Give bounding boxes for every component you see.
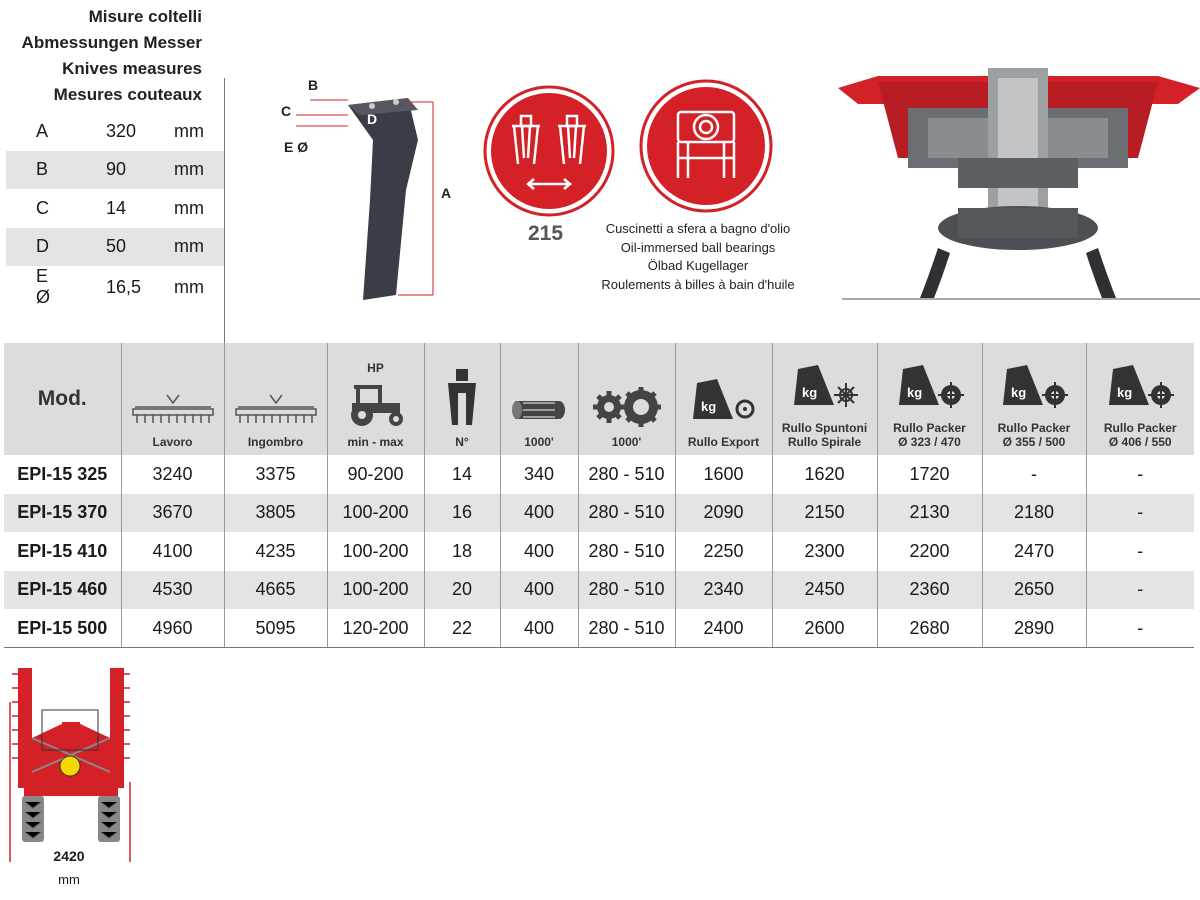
table-cell: 4530 <box>121 571 224 610</box>
knife-measures-table <box>6 112 224 308</box>
table-cell: 2300 <box>772 532 877 571</box>
table-cell: 20 <box>424 571 500 610</box>
measure-key: D <box>6 228 66 267</box>
header-label: Ø 323 / 470 <box>898 435 961 449</box>
svg-text:kg: kg <box>906 385 922 400</box>
header-label: N° <box>455 435 469 449</box>
table-cell: 2150 <box>772 494 877 533</box>
table-cell: 340 <box>500 455 578 494</box>
label-e: E Ø <box>284 139 309 155</box>
knife-blade-icon <box>348 98 418 300</box>
table-row <box>4 609 1194 648</box>
table-cell: 280 - 510 <box>578 455 675 494</box>
table-cell: 14 <box>424 455 500 494</box>
caption-de: Ölbad Kugellager <box>647 258 749 273</box>
measure-row <box>6 228 224 267</box>
table-cell: 2400 <box>675 609 772 648</box>
header-label: Rullo Packer <box>997 421 1071 435</box>
table-cell: 100-200 <box>327 571 424 610</box>
transport-width-value: 2420 <box>53 848 85 864</box>
table-cell: 400 <box>500 532 578 571</box>
tractor-icon <box>340 381 412 427</box>
title-fr: Mesures couteaux <box>53 85 202 104</box>
table-cell: 3805 <box>224 494 327 533</box>
table-cell: 4665 <box>224 571 327 610</box>
table-cell: 400 <box>500 609 578 648</box>
measure-key: C <box>36 197 49 218</box>
table-cell: 4100 <box>121 532 224 571</box>
header-model: Mod. <box>4 343 121 455</box>
table-cell: 90-200 <box>327 455 424 494</box>
label-d: D <box>367 111 378 127</box>
rotor-distance-icon <box>482 84 616 218</box>
table-cell: 120-200 <box>327 609 424 648</box>
transport-width-unit: mm <box>58 872 80 887</box>
header-overall-width <box>224 343 327 455</box>
table-cell: 1600 <box>675 455 772 494</box>
header-label: 1000' <box>611 435 642 449</box>
table-cell: 16 <box>424 494 500 533</box>
model-cell: EPI-15 370 <box>4 494 121 533</box>
ball-bearing-icon <box>638 78 774 214</box>
measure-row <box>6 266 224 308</box>
table-cell: 280 - 510 <box>578 609 675 648</box>
table-cell: 2890 <box>982 609 1086 648</box>
table-cell: - <box>1137 540 1144 561</box>
table-cell: 2650 <box>982 571 1086 610</box>
table-cell: 22 <box>424 609 500 648</box>
svg-text:kg: kg <box>700 399 716 414</box>
table-row <box>4 532 1194 571</box>
header-label: Ingombro <box>247 435 304 449</box>
table-cell: 2470 <box>982 532 1086 571</box>
measure-unit: mm <box>156 151 224 190</box>
svg-text:kg: kg <box>1117 385 1133 400</box>
table-cell: 2680 <box>877 609 982 648</box>
table-cell: 3375 <box>224 455 327 494</box>
kg-spike-roller-icon <box>790 363 860 413</box>
table-cell: - <box>1086 571 1194 610</box>
header-top-label: HP <box>367 361 384 375</box>
model-cell: EPI-15 500 <box>4 609 121 648</box>
svg-text:kg: kg <box>1011 385 1027 400</box>
table-cell: 4235 <box>224 532 327 571</box>
measure-unit: mm <box>174 276 204 297</box>
header-roller-packer-323 <box>877 343 982 455</box>
pto-shaft-icon <box>509 391 569 427</box>
table-cell: 2340 <box>675 571 772 610</box>
kg-packer-roller-icon <box>999 363 1069 413</box>
measure-value: 14 <box>106 197 127 218</box>
label-b: B <box>308 77 319 93</box>
table-cell: 2130 <box>877 494 982 533</box>
caption-it: Cuscinetti a sfera a bagno d'olio <box>605 221 791 236</box>
table-body <box>4 455 1194 648</box>
table-cell: 280 - 510 <box>578 494 675 533</box>
caption-fr: Roulements à billes à bain d'huile <box>601 276 795 292</box>
tine-icon <box>442 367 482 427</box>
table-cell: 2200 <box>877 532 982 571</box>
measure-row <box>6 189 224 228</box>
header-label: Ø 406 / 550 <box>1108 435 1172 449</box>
svg-text:kg: kg <box>801 385 817 400</box>
kg-export-roller-icon <box>689 377 759 427</box>
title-de: Abmessungen Messer <box>21 33 202 52</box>
table-cell: - <box>1137 463 1144 484</box>
title-it: Misure coltelli <box>88 7 202 26</box>
transport-width-diagram <box>6 662 136 862</box>
header-working-width <box>121 343 224 455</box>
header-label: Lavoro <box>152 435 193 449</box>
table-cell: 2450 <box>772 571 877 610</box>
header-label: Rullo Spirale <box>787 435 862 449</box>
header-label: Rullo Packer <box>893 421 966 435</box>
header-pto <box>500 343 578 455</box>
measure-key: B <box>6 151 66 190</box>
knife-measures-title <box>0 4 202 108</box>
table-cell: - <box>1086 609 1194 648</box>
measure-unit: mm <box>174 120 204 141</box>
table-cell: 3670 <box>121 494 224 533</box>
kg-packer-roller-icon <box>1105 363 1175 413</box>
header-label: min - max <box>347 435 404 449</box>
table-cell: 1620 <box>772 455 877 494</box>
rotor-distance-value: 215 <box>528 222 564 245</box>
knife-diagram <box>278 70 468 310</box>
divider <box>224 78 225 344</box>
header-roller-export <box>675 343 772 455</box>
table-cell: 400 <box>500 571 578 610</box>
measure-value: 50 <box>66 228 156 267</box>
label-c: C <box>281 103 292 119</box>
header-label: Rullo Packer <box>1103 421 1177 435</box>
table-cell: 280 - 510 <box>578 571 675 610</box>
label-a: A <box>441 185 452 201</box>
header-label: Rullo Export <box>687 435 760 449</box>
table-row <box>4 571 1194 610</box>
header-label: 1000' <box>524 435 554 449</box>
header-tines <box>424 343 500 455</box>
table-cell: 2600 <box>772 609 877 648</box>
measure-unit: mm <box>174 197 204 218</box>
gearbox-photo <box>838 48 1200 300</box>
header-roller-packer-355 <box>982 343 1086 455</box>
gears-icon <box>591 387 663 427</box>
measure-key: A <box>36 120 49 141</box>
specifications-table <box>4 343 1194 648</box>
measure-key: E Ø <box>36 266 51 307</box>
header-label: Rullo Spuntoni <box>781 421 868 435</box>
table-cell: 100-200 <box>327 494 424 533</box>
caption-en: Oil-immersed ball bearings <box>620 239 776 255</box>
title-en: Knives measures <box>62 59 202 78</box>
table-cell: 1720 <box>877 455 982 494</box>
measure-row <box>6 112 224 151</box>
table-row <box>4 494 1194 533</box>
working-width-icon <box>127 391 219 427</box>
table-cell: - <box>982 455 1086 494</box>
table-cell: 4960 <box>121 609 224 648</box>
table-cell: 2250 <box>675 532 772 571</box>
header-gears <box>578 343 675 455</box>
header-hp <box>327 343 424 455</box>
table-cell: 2360 <box>877 571 982 610</box>
model-cell: EPI-15 325 <box>4 455 121 494</box>
table-cell: - <box>1086 494 1194 533</box>
measure-row <box>6 151 224 190</box>
table-cell: 400 <box>500 494 578 533</box>
header-roller-spike <box>772 343 877 455</box>
table-cell: 2180 <box>982 494 1086 533</box>
kg-packer-roller-icon <box>895 363 965 413</box>
header-roller-packer-406 <box>1086 343 1194 455</box>
overall-width-icon <box>230 391 322 427</box>
measure-value: 90 <box>66 151 156 190</box>
measure-value: 16,5 <box>106 276 142 297</box>
bearing-caption <box>588 220 808 294</box>
table-cell: 5095 <box>224 609 327 648</box>
table-cell: 100-200 <box>327 532 424 571</box>
table-cell: 280 - 510 <box>578 532 675 571</box>
table-row <box>4 455 1194 494</box>
measure-value: 320 <box>106 120 137 141</box>
model-cell: EPI-15 460 <box>4 571 121 610</box>
table-cell: 3240 <box>121 455 224 494</box>
table-cell: 2090 <box>675 494 772 533</box>
model-cell: EPI-15 410 <box>4 532 121 571</box>
table-cell: 18 <box>424 532 500 571</box>
header-label: Ø 355 / 500 <box>1002 435 1066 449</box>
measure-unit: mm <box>156 228 224 267</box>
table-header-row <box>4 343 1194 455</box>
